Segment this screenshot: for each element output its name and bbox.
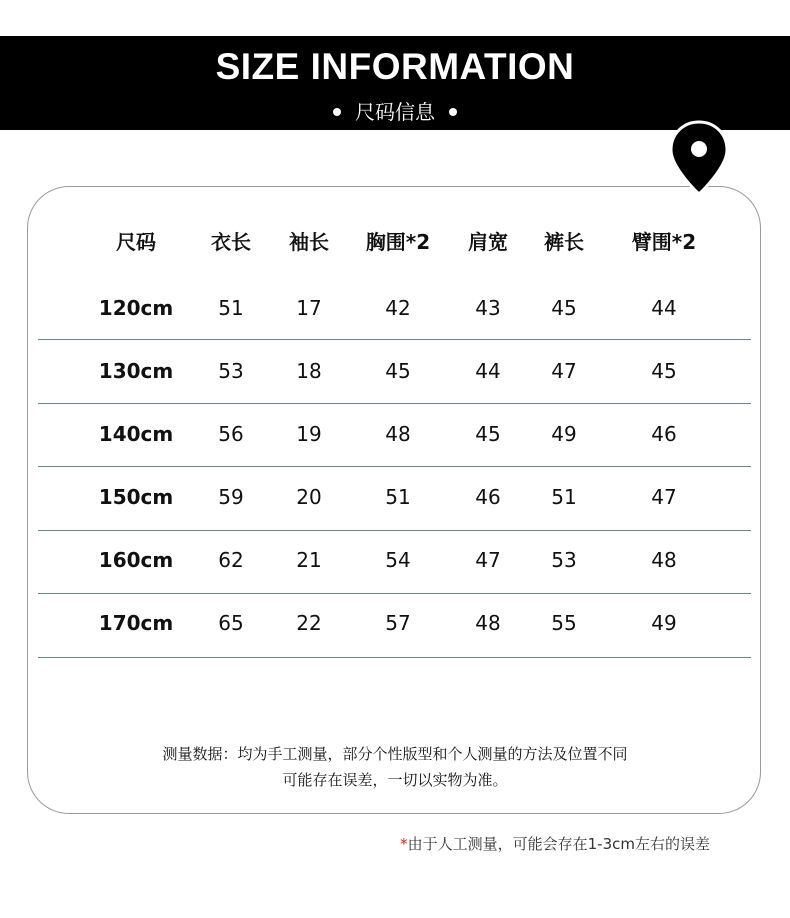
table-cell: 53 <box>551 548 577 572</box>
table-cell: 48 <box>651 548 677 572</box>
size-label-cell: 150cm <box>98 485 174 509</box>
table-cell: 19 <box>296 422 322 446</box>
location-pin-icon <box>669 118 729 198</box>
column-header: 臂围*2 <box>631 230 697 254</box>
table-cell: 43 <box>475 296 501 320</box>
table-cell: 51 <box>385 485 411 509</box>
table-cell: 47 <box>475 548 501 572</box>
column-header: 尺码 <box>116 230 156 254</box>
bullet-dot-icon <box>449 108 457 116</box>
footnote-text: 由于人工测量，可能会存在1-3cm左右的误差 <box>407 835 710 853</box>
table-cell: 54 <box>385 548 411 572</box>
measurement-note-line-1: 测量数据：均为手工测量，部分个性版型和个人测量的方法及位置不同 <box>162 745 628 763</box>
table-cell: 49 <box>551 422 577 446</box>
table-cell: 22 <box>296 611 322 635</box>
measurement-note-line-2: 可能存在误差，一切以实物为准。 <box>282 771 508 789</box>
size-label-cell: 170cm <box>98 611 174 635</box>
row-divider <box>38 657 751 658</box>
table-cell: 55 <box>551 611 577 635</box>
table-cell: 21 <box>296 548 322 572</box>
table-cell: 56 <box>218 422 244 446</box>
table-cell: 51 <box>551 485 577 509</box>
footnote-star: * <box>400 835 408 853</box>
row-divider <box>38 339 751 340</box>
table-cell: 48 <box>385 422 411 446</box>
table-cell: 47 <box>651 485 677 509</box>
table-cell: 49 <box>651 611 677 635</box>
subtitle-text: 尺码信息 <box>355 100 435 124</box>
row-divider <box>38 466 751 467</box>
column-header: 裤长 <box>544 230 584 254</box>
row-divider <box>38 403 751 404</box>
size-label-cell: 140cm <box>98 422 174 446</box>
table-cell: 65 <box>218 611 244 635</box>
row-divider <box>38 593 751 594</box>
column-header: 袖长 <box>289 230 329 254</box>
table-cell: 51 <box>218 296 244 320</box>
size-label-cell: 120cm <box>98 296 174 320</box>
table-cell: 59 <box>218 485 244 509</box>
table-cell: 45 <box>475 422 501 446</box>
column-header: 胸围*2 <box>365 230 431 254</box>
column-header: 肩宽 <box>468 230 508 254</box>
table-cell: 46 <box>651 422 677 446</box>
header-banner <box>0 36 790 130</box>
footnote <box>400 833 710 854</box>
table-cell: 45 <box>551 296 577 320</box>
bullet-dot-icon <box>333 108 341 116</box>
page-title: SIZE INFORMATION <box>215 46 575 87</box>
size-label-cell: 160cm <box>98 548 174 572</box>
table-cell: 18 <box>296 359 322 383</box>
table-cell: 17 <box>296 296 322 320</box>
table-cell: 46 <box>475 485 501 509</box>
table-cell: 53 <box>218 359 244 383</box>
column-header: 衣长 <box>211 230 251 254</box>
table-cell: 45 <box>385 359 411 383</box>
size-label-cell: 130cm <box>98 359 174 383</box>
table-cell: 62 <box>218 548 244 572</box>
table-cell: 47 <box>551 359 577 383</box>
table-cell: 57 <box>385 611 411 635</box>
table-cell: 44 <box>651 296 677 320</box>
table-cell: 20 <box>296 485 322 509</box>
table-cell: 42 <box>385 296 411 320</box>
table-cell: 45 <box>651 359 677 383</box>
row-divider <box>38 530 751 531</box>
table-cell: 48 <box>475 611 501 635</box>
table-cell: 44 <box>475 359 501 383</box>
